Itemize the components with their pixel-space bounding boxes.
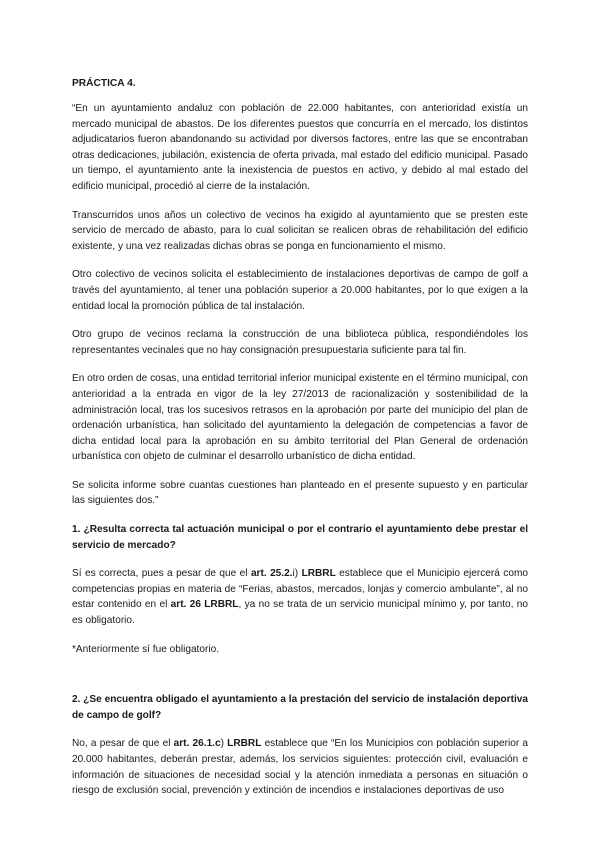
answer-2-ref-2: LRBRL	[227, 738, 262, 750]
answer-1-text-3: establece que el Municipio ejercerá como competencias propias en materia de “Ferias, abastos, mercados, lonjas y comercio ambulante”, al no estar contenido en el	[72, 568, 528, 611]
answer-1-ref-2: LRBRL	[301, 568, 336, 580]
paragraph-3: Otro colectivo de vecinos solicita el establecimiento de instalaciones deportivas de campo de golf a través del ayuntamiento, al tener una población superior a 20.000 habitantes, por lo que exigen a la entidad local la promoción pública de tal instalación.	[72, 269, 528, 312]
page-title: PRÁCTICA 4.	[72, 78, 136, 89]
answer-2-text-3: establece que “En los Municipios con población superior a 20.000 habitantes, deberán prestar, además, los servicios siguientes: protección civil, evaluación e información de situaciones de necesidad social y la atención inmediata a personas en situación o riesgo de exclusión social, prevención y extinción de incendios e instalaciones deportivas de uso	[72, 738, 529, 797]
answer-2-text-1: No, a pesar de que el	[72, 738, 174, 750]
answer-1	[72, 566, 528, 628]
answer-1-ref-1: art. 25.2.	[250, 568, 293, 580]
answer-1-text-2: i)	[292, 568, 302, 580]
paragraph-4: Otro grupo de vecinos reclama la construcción de una biblioteca pública, respondiéndoles los representantes vecinales que no hay consignación presupuestaria suficiente para tal fin.	[72, 329, 528, 356]
paragraph-6: Se solicita informe sobre cuantas cuestiones han planteado en el presente supuesto y en particular las siguientes dos.”	[72, 479, 528, 507]
paragraph-5: En otro orden de cosas, una entidad territorial inferior municipal existente en el término municipal, con anterioridad a la entrada en vigor de la ley 27/2013 de racionalización y sostenibilidad de la administración local, tras los sucesivos retrasos en la aprobación por parte del municipio del plan de ordenación urbanística, han solicitado del ayuntamiento la delegación de competencias a favor de dicha entidad local para la aprobación en su ámbito territorial del Plan General de ordenación urbanística con objeto de culminar el desarrollo urbanístico de dicha entidad.	[72, 373, 528, 463]
question-2: 2. ¿Se encuentra obligado el ayuntamiento a la prestación del servicio de instalación deportiva de campo de golf?	[72, 694, 528, 721]
answer-1-text-1: Sí es correcta, pues a pesar de que el	[72, 568, 251, 580]
answer-1-ref-3: art. 26 LRBRL	[170, 599, 239, 611]
document-page	[72, 78, 528, 812]
answer-2-ref-1: art. 26.1.c	[173, 738, 221, 750]
paragraph-1: “En un ayuntamiento andaluz con población de 22.000 habitantes, con anterioridad existía un mercado municipal de abastos. De los diferentes puestos que concurría en el mercado, los distintos adjudicatarios fueron abandonando su actividad por diversos factores, entre las que se encontraban otras dedicaciones, jubilación, existencia de oferta privada, mal estado del edificio municipal. Pasado un tiempo, el ayuntamiento ante la inexistencia de puestos en activo, y debido al mal estado del edificio municipal, procedió al cierre de la instalación.	[72, 103, 528, 192]
answer-2-text-2: )	[220, 738, 228, 750]
paragraph-2: Transcurridos unos años un colectivo de vecinos ha exigido al ayuntamiento que se presten este servicio de mercado de abasto, para lo cual solicitan se realicen obras de rehabilitación del edificio existente, y una vez realizadas dichas obras se ponga en funcionamiento el mismo.	[72, 209, 528, 252]
question-1: 1. ¿Resulta correcta tal actuación municipal o por el contrario el ayuntamiento debe prestar el servicio de mercado?	[72, 524, 528, 551]
note-1: *Anteriormente sí fue obligatorio.	[72, 643, 220, 655]
answer-1-text-4: , ya no se trata de un servicio municipal mínimo y, por tanto, no es obligatorio.	[72, 599, 528, 627]
answer-2	[72, 736, 528, 798]
section-spacer	[72, 670, 528, 692]
